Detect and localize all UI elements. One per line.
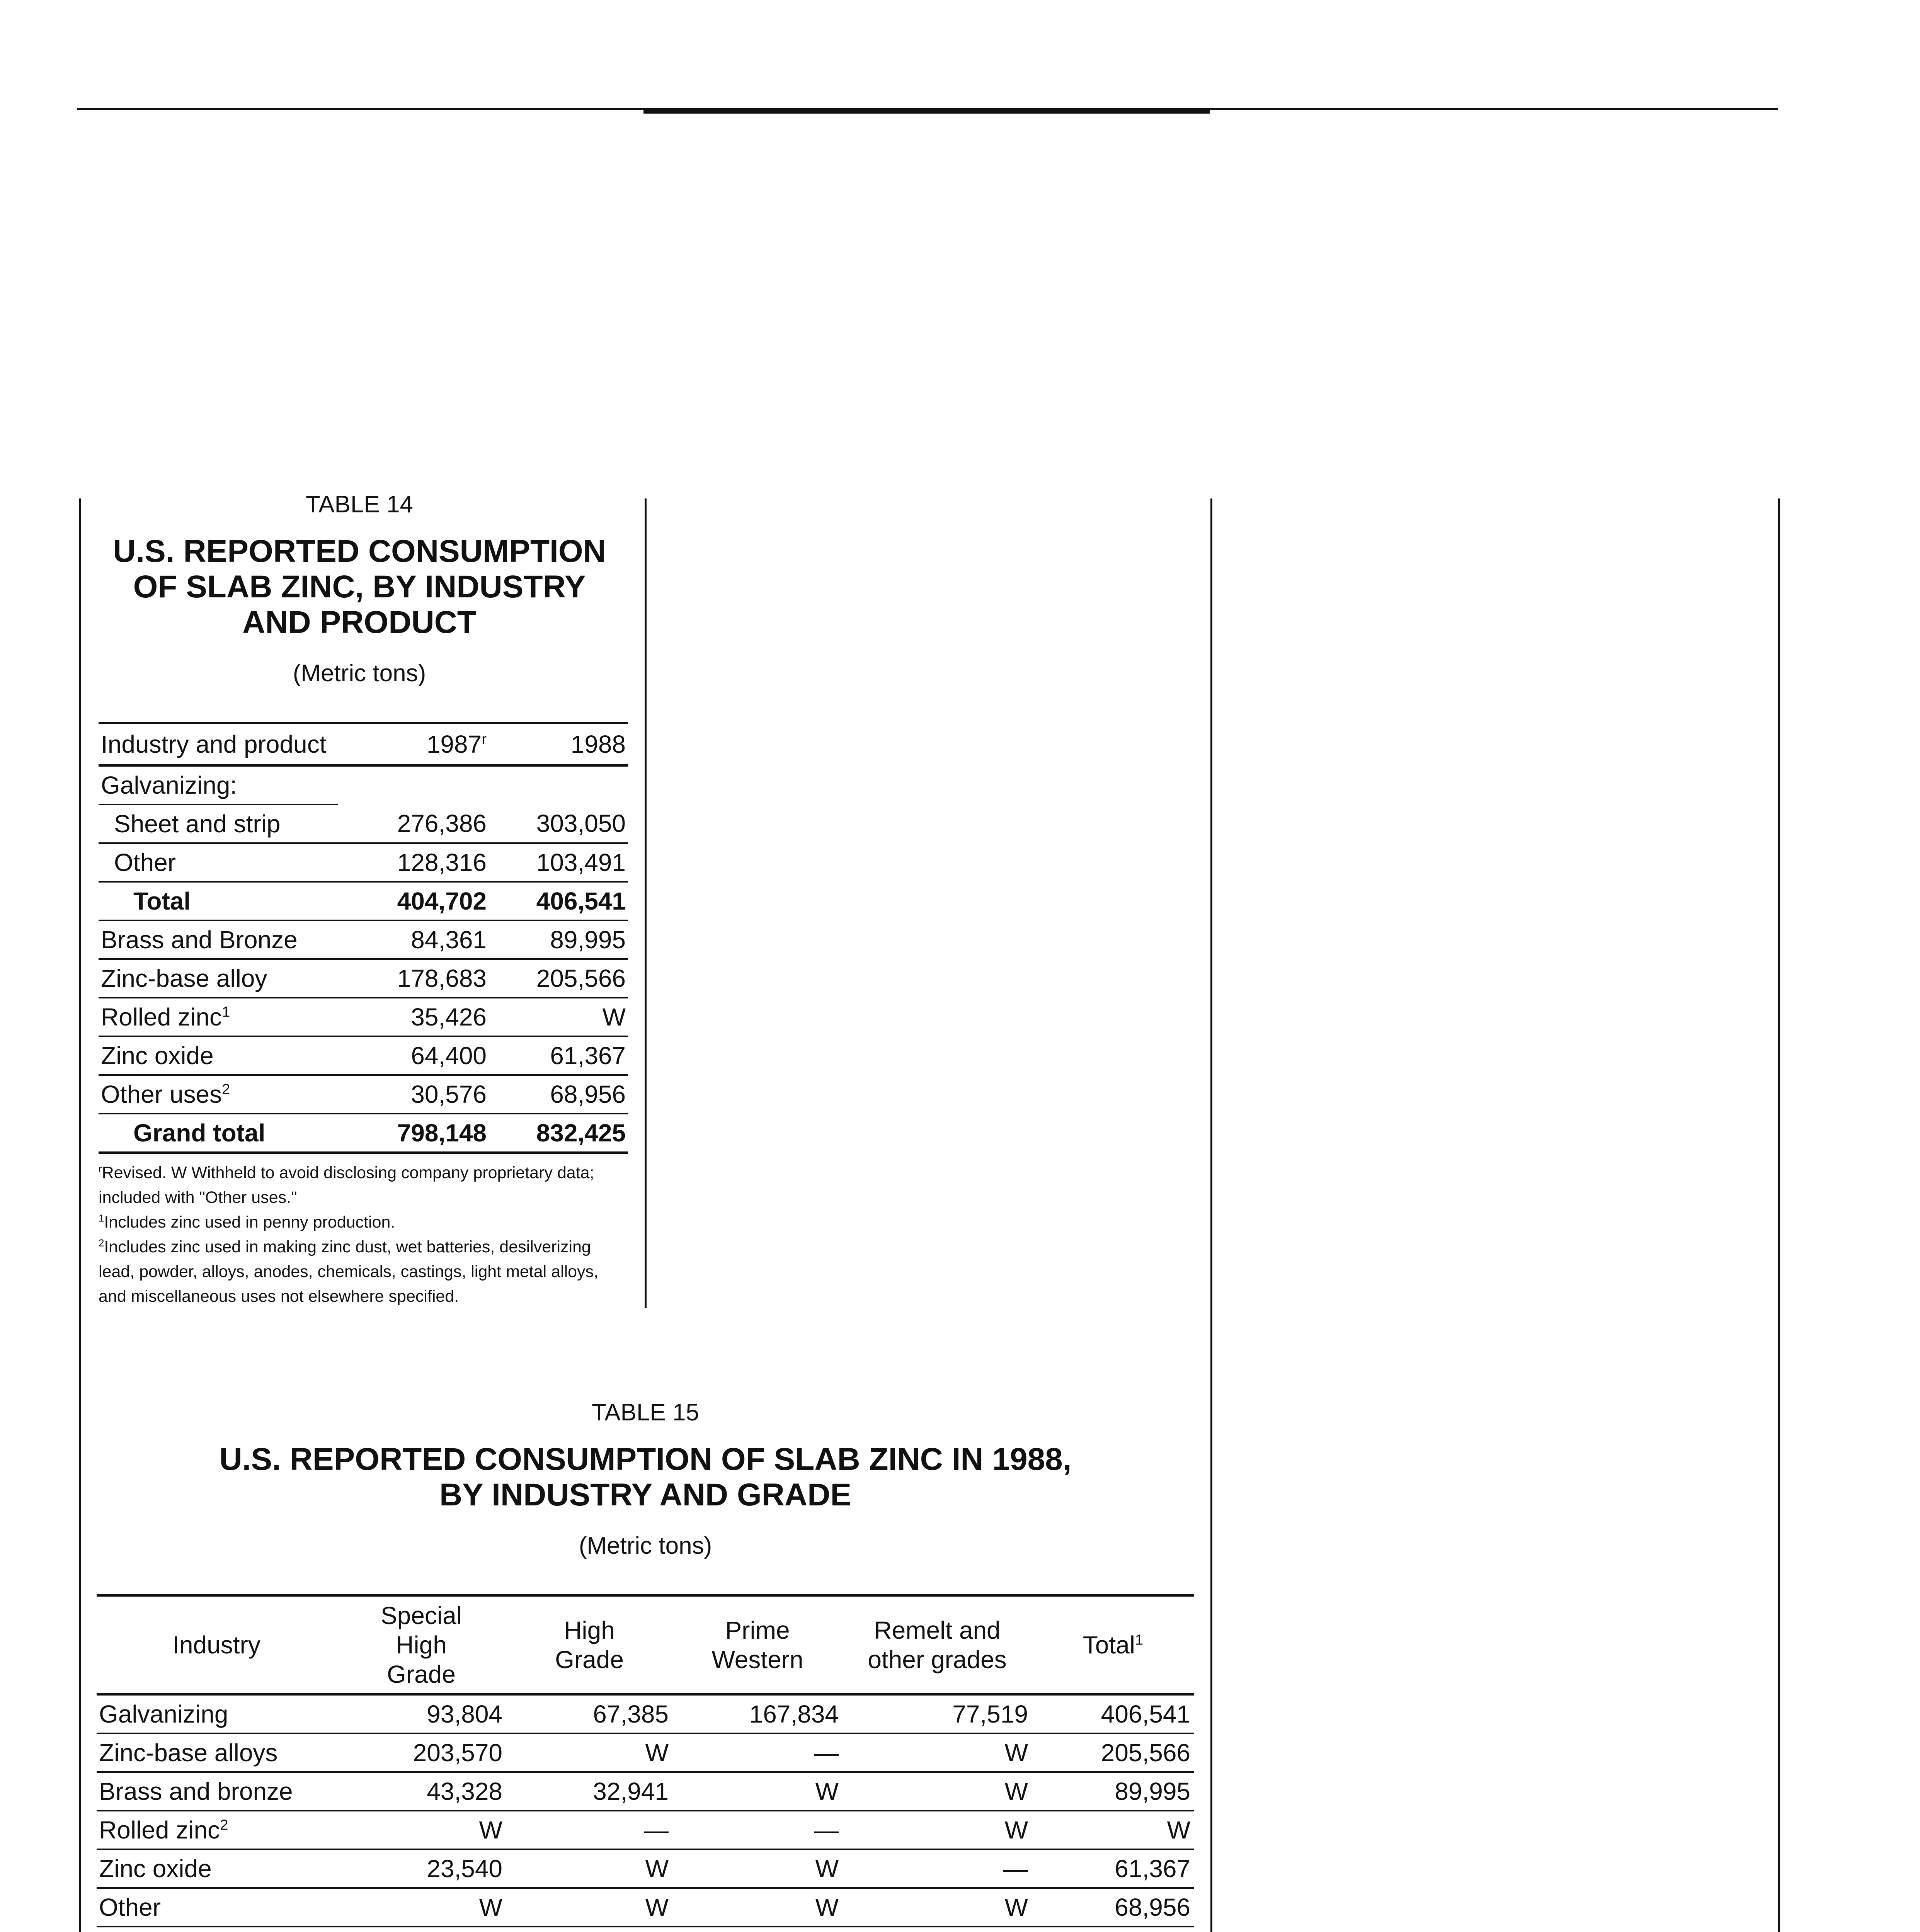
table-row [99, 1075, 628, 1114]
cell-1987: 64,400 [338, 1036, 489, 1075]
cell-1987: 30,576 [338, 1075, 489, 1114]
row-label: Other [97, 1888, 336, 1927]
table-row-grand-total [99, 1114, 628, 1153]
header-row [97, 1595, 1194, 1694]
cell-remelt: W [843, 1811, 1032, 1849]
table-row [99, 804, 628, 843]
cell-prime-western: 167,834 [672, 1694, 843, 1733]
row-label: Zinc oxide [97, 1849, 336, 1888]
row-label: Galvanizing: [99, 765, 338, 804]
footnote-mark: 1 [222, 1003, 230, 1020]
cell-1987: 35,426 [338, 998, 489, 1036]
row-label: Rolled zinc$^1$ [99, 998, 338, 1036]
cell-high-grade: W [506, 1849, 672, 1888]
cell-total: 68,956 [1032, 1888, 1194, 1927]
row-label: Other [99, 843, 338, 882]
table-row [97, 1849, 1194, 1888]
table-title: U.S. REPORTED CONSUMPTION OF SLAB ZINC, BY INDUSTRY AND PRODUCT [113, 534, 606, 640]
table-row [99, 765, 628, 804]
table-14 [85, 491, 634, 1309]
cell-total: 406,541 [1032, 1694, 1194, 1733]
table-footnotes [99, 1160, 628, 1309]
cell-1988: 832,425 [489, 1114, 628, 1153]
row-label: Rolled zinc$^2$ [97, 1811, 336, 1849]
cell-special-high-grade [336, 1927, 506, 1932]
data-table [99, 722, 628, 1154]
column-rule-left [79, 498, 81, 1932]
cell-prime-western: W [672, 1849, 843, 1888]
cell-total: 205,566 [1032, 1733, 1194, 1772]
column-header-1987: 1987$^r$ [338, 723, 489, 765]
cell-1987: 404,702 [338, 882, 489, 920]
cell-1988: 89,995 [489, 920, 628, 959]
table-row [97, 1733, 1194, 1772]
cell-total: 89,995 [1032, 1772, 1194, 1811]
table-label: TABLE 15 [591, 1399, 699, 1426]
cell-remelt: 77,519 [843, 1694, 1032, 1733]
table-row-total [97, 1927, 1194, 1932]
column-header-remelt: Remelt and other grades [843, 1595, 1032, 1694]
cell-remelt [843, 1927, 1032, 1932]
column-header-special-high-grade: Special High Grade [336, 1595, 506, 1694]
cell-high-grade: 32,941 [506, 1772, 672, 1811]
cell-1988: 205,566 [489, 959, 628, 998]
cell-prime-western: W [672, 1888, 843, 1927]
cell-high-grade: 67,385 [506, 1694, 672, 1733]
cell-1987: 798,148 [338, 1114, 489, 1153]
table-row [99, 843, 628, 882]
column-header-1988: 1988 [489, 723, 628, 765]
cell-remelt: — [843, 1849, 1032, 1888]
cell-high-grade [506, 1927, 672, 1932]
table-15 [97, 1399, 1194, 1932]
column-header-industry: Industry and product [99, 723, 338, 765]
cell-special-high-grade: W [336, 1811, 506, 1849]
row-label: Sheet and strip [99, 804, 338, 843]
cell-1987: 276,386 [338, 804, 489, 843]
data-table [97, 1594, 1194, 1932]
cell-special-high-grade: W [336, 1888, 506, 1927]
column-rule-table14 [645, 498, 647, 1308]
footnote-mark: 2 [222, 1081, 230, 1098]
table-row [99, 959, 628, 998]
table-label: TABLE 14 [305, 491, 413, 518]
row-label: Galvanizing [97, 1694, 336, 1733]
row-label: Brass and Bronze [99, 920, 338, 959]
cell-special-high-grade: 93,804 [336, 1694, 506, 1733]
cell-1988: 406,541 [489, 882, 628, 920]
table-row-total [99, 882, 628, 920]
footnote: $^1$Includes zinc used in penny production. [99, 1213, 395, 1231]
footnote: $^2$Includes zinc used in making zinc dust, wet batteries, desilverizing lead, powder, alloys, anodes, chemicals, castings, light metal alloys, and miscellaneous uses not elsewhere specified. [99, 1238, 599, 1306]
table-row [99, 1036, 628, 1075]
cell-high-grade: — [506, 1811, 672, 1849]
cell-1987: 178,683 [338, 959, 489, 998]
cell-remelt: W [843, 1888, 1032, 1927]
table-units: (Metric tons) [579, 1532, 712, 1559]
column-header-prime-western: Prime Western [672, 1595, 843, 1694]
table-row [97, 1772, 1194, 1811]
cell-1987: 84,361 [338, 920, 489, 959]
row-label: Grand total [99, 1114, 338, 1153]
cell-prime-western: — [672, 1811, 843, 1849]
column-rule-right [1778, 498, 1780, 1932]
cell-high-grade: W [506, 1733, 672, 1772]
cell-1988: 61,367 [489, 1036, 628, 1075]
cell-prime-western: W [672, 1772, 843, 1811]
column-header-industry: Industry [97, 1595, 336, 1694]
footnote: $^r$Revised. W Withheld to avoid disclosing company proprietary data; included with "Other uses." [99, 1163, 594, 1207]
column-rule-middle [1210, 498, 1212, 1932]
row-label: Zinc-base alloys [97, 1733, 336, 1772]
row-label: Brass and bronze [97, 1772, 336, 1811]
cell-special-high-grade: 203,570 [336, 1733, 506, 1772]
header-rule-bold [643, 108, 1210, 114]
cell-1987: 128,316 [338, 843, 489, 882]
cell-1988: 68,956 [489, 1075, 628, 1114]
cell-total: 61,367 [1032, 1849, 1194, 1888]
table-units: (Metric tons) [293, 660, 426, 687]
cell-remelt: W [843, 1733, 1032, 1772]
header-row [99, 723, 628, 765]
cell-prime-western [672, 1927, 843, 1932]
cell-special-high-grade: 23,540 [336, 1849, 506, 1888]
cell-prime-western: — [672, 1733, 843, 1772]
cell-1988: 103,491 [489, 843, 628, 882]
row-label [97, 1927, 336, 1932]
row-label: Zinc oxide [99, 1036, 338, 1075]
row-label: Other uses$^2$ [99, 1075, 338, 1114]
column-header-total: Total$^1$ [1032, 1595, 1194, 1694]
row-label: Total [99, 882, 338, 920]
row-label: Zinc-base alloy [99, 959, 338, 998]
table-row [99, 998, 628, 1036]
column-header-high-grade: High Grade [506, 1595, 672, 1694]
cell-1988: W [489, 998, 628, 1036]
table-row [97, 1888, 1194, 1927]
cell-special-high-grade: 43,328 [336, 1772, 506, 1811]
cell-total [1032, 1927, 1194, 1932]
cell-1988: 303,050 [489, 804, 628, 843]
cell-high-grade: W [506, 1888, 672, 1927]
table-row [97, 1694, 1194, 1733]
cell-remelt: W [843, 1772, 1032, 1811]
table-row [99, 920, 628, 959]
table-title: U.S. REPORTED CONSUMPTION OF SLAB ZINC IN 1988, BY INDUSTRY AND GRADE [219, 1442, 1072, 1512]
cell-total: W [1032, 1811, 1194, 1849]
table-row [97, 1811, 1194, 1849]
